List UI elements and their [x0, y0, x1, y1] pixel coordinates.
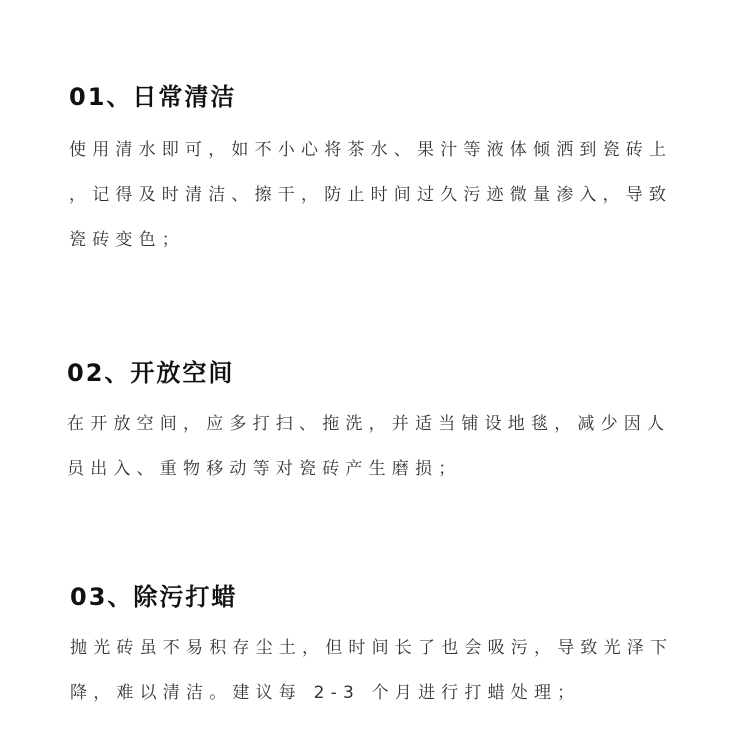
body-line: ，记得及时清洁、擦干，防止时间过久污迹微量渗入，导致 — [69, 185, 673, 205]
body-line: 在开放空间，应多打扫、拖洗，并适当铺设地毯，减少因人 — [67, 414, 671, 434]
body-line: 使用清水即可，如不小心将茶水、果汁等液体倾洒到瓷砖上 — [69, 140, 673, 160]
body-line: 抛光砖虽不易积存尘土，但时间长了也会吸污，导致光泽下 — [70, 638, 674, 658]
section-body — [70, 626, 690, 716]
body-line: 瓷砖变色； — [69, 230, 185, 250]
body-line: 员出入、重物移动等对瓷砖产生磨损； — [67, 459, 462, 479]
section-heading: 01、日常清洁 — [69, 83, 237, 111]
section-heading: 03、除污打蜡 — [70, 583, 238, 611]
section-body — [69, 128, 689, 263]
section-heading: 02、开放空间 — [67, 359, 235, 387]
body-line: 降，难以清洁。建议每 2-3 个月进行打蜡处理； — [70, 683, 581, 703]
section-body — [67, 402, 687, 492]
